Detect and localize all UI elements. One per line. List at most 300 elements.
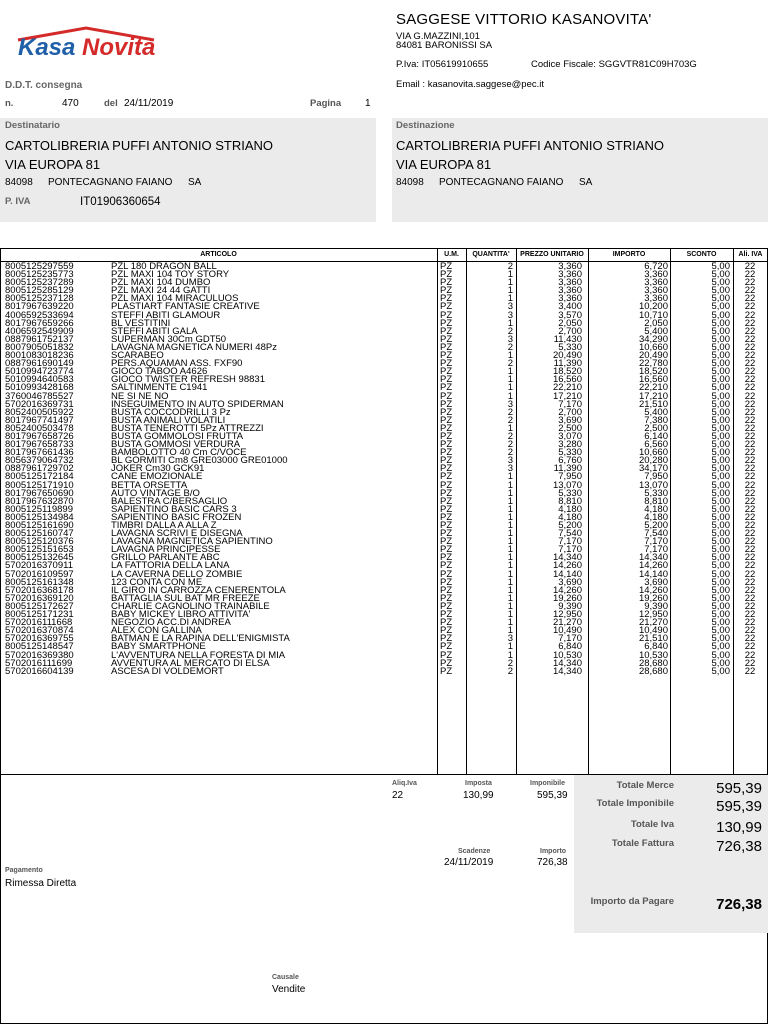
cell-code: 8005125119899 — [5, 503, 73, 515]
recipient-name: CARTOLIBRERIA PUFFI ANTONIO STRIANO — [5, 138, 273, 153]
destination-city: PONTECAGNANO FAIANO — [439, 177, 564, 188]
cell-code: 5702016370911 — [5, 560, 73, 572]
header-price: PREZZO UNITARIO — [516, 248, 588, 262]
cell-um: PZ — [440, 261, 453, 272]
cell-qty: 2 — [507, 406, 513, 418]
cell-code: 8052400505922 — [5, 406, 74, 418]
cell-um: PZ — [440, 617, 453, 629]
cell-discount: 5,00 — [711, 592, 730, 604]
cell-vat: 22 — [744, 584, 756, 596]
cell-amount: 14,340 — [638, 552, 668, 564]
causale-value: Vendite — [272, 984, 306, 995]
cell-price: 5,330 — [558, 341, 582, 353]
cell-price: 10,530 — [552, 649, 582, 661]
cell-um: PZ — [440, 528, 453, 540]
cell-vat: 22 — [744, 487, 756, 499]
cell-amount: 10,490 — [638, 625, 668, 637]
cell-discount: 5,00 — [711, 447, 730, 459]
cell-discount: 5,00 — [711, 301, 730, 313]
cell-price: 3,070 — [558, 430, 582, 442]
cell-price: 3,360 — [558, 269, 582, 281]
document-title: D.D.T. consegna — [5, 80, 83, 91]
cell-amount: 34,290 — [638, 333, 668, 345]
recipient-zip: 84098 — [5, 177, 33, 188]
cell-discount: 5,00 — [711, 293, 730, 305]
cell-discount: 5,00 — [711, 649, 730, 661]
cell-qty: 1 — [507, 600, 513, 612]
cell-discount: 5,00 — [711, 422, 730, 434]
cell-vat: 22 — [744, 374, 756, 386]
cell-code: 8005125237289 — [5, 277, 74, 289]
cell-discount: 5,00 — [711, 317, 730, 329]
cell-price: 13,070 — [552, 479, 582, 491]
cell-um: PZ — [440, 552, 453, 564]
cell-code: 8017967639220 — [5, 301, 74, 313]
cell-vat: 22 — [744, 609, 756, 621]
recipient-prov: SA — [188, 177, 202, 188]
cell-discount: 5,00 — [711, 358, 730, 370]
aliq-label: Aliq.Iva — [392, 780, 417, 787]
cell-code: 8005125171231 — [5, 609, 74, 621]
scadenze-value: 24/11/2019 — [444, 857, 494, 868]
cell-amount: 7,380 — [644, 414, 668, 426]
cell-code: 5702016370874 — [5, 625, 74, 637]
header-qty: QUANTITA' — [466, 248, 516, 262]
cell-amount: 5,400 — [644, 406, 668, 418]
cell-um: PZ — [440, 592, 453, 604]
cell-amount: 3,360 — [644, 277, 668, 289]
cell-discount: 5,00 — [711, 463, 730, 475]
cell-qty: 1 — [507, 374, 513, 386]
company-city: 84081 BARONISSI SA — [396, 40, 493, 51]
cell-qty: 1 — [507, 544, 513, 556]
cell-amount: 8,810 — [644, 495, 668, 507]
cell-qty: 3 — [507, 398, 513, 410]
imposta-label: Imposta — [465, 780, 492, 787]
cell-discount: 5,00 — [711, 414, 730, 426]
cell-code: 4006592533694 — [5, 309, 74, 321]
cell-qty: 1 — [507, 617, 513, 629]
cell-price: 4,180 — [558, 503, 582, 515]
cell-amount: 17,210 — [638, 390, 668, 402]
cell-qty: 1 — [507, 390, 513, 402]
importo-label: Importo — [540, 848, 567, 855]
cell-amount: 21,510 — [638, 398, 668, 410]
cell-amount: 10,710 — [638, 309, 668, 321]
cell-um: PZ — [440, 317, 453, 329]
company-name: SAGGESE VITTORIO KASANOVITA' — [396, 11, 652, 28]
cell-um: PZ — [440, 641, 453, 653]
cell-vat: 22 — [744, 439, 756, 451]
cell-qty: 3 — [507, 301, 513, 313]
totale-merce-value: 595,39 — [716, 780, 762, 797]
cell-price: 6,760 — [558, 455, 582, 467]
company-email[interactable]: kasanovita.saggese@pec.it — [427, 79, 545, 90]
cell-code: 8005125235773 — [5, 269, 74, 281]
cell-description: BUSTA COCCODRILLI 3 Pz — [111, 406, 231, 418]
cell-qty: 1 — [507, 592, 513, 604]
cell-discount: 5,00 — [711, 366, 730, 378]
cell-qty: 2 — [507, 665, 513, 677]
cell-qty: 1 — [507, 520, 513, 531]
cell-qty: 1 — [507, 317, 513, 329]
cell-vat: 22 — [744, 560, 756, 572]
cell-description: ASCESA DI VOLDEMORT — [111, 665, 224, 677]
cell-price: 22,210 — [552, 382, 582, 394]
cell-code: 8005125120376 — [5, 536, 74, 548]
destination-name: CARTOLIBRERIA PUFFI ANTONIO STRIANO — [396, 138, 664, 153]
cell-price: 5,330 — [558, 447, 582, 459]
cell-vat: 22 — [744, 382, 756, 394]
cell-vat: 22 — [744, 350, 756, 362]
cell-um: PZ — [440, 382, 453, 394]
totale-imponibile-label: Totale Imponibile — [596, 798, 674, 809]
cell-vat: 22 — [744, 633, 756, 645]
cell-code: 8005125285129 — [5, 285, 74, 297]
cell-um: PZ — [440, 447, 453, 459]
payment-value: Rimessa Diretta — [5, 878, 77, 889]
aliq-value: 22 — [392, 790, 404, 801]
table-row — [0, 665, 768, 677]
cell-code: 8005125172184 — [5, 471, 74, 483]
cell-discount: 5,00 — [711, 544, 730, 556]
cell-price: 4,180 — [558, 511, 582, 523]
header-vat: Ali. IVA — [733, 248, 768, 262]
table-body — [0, 263, 768, 676]
cell-qty: 1 — [507, 568, 513, 580]
cell-discount: 5,00 — [711, 576, 730, 588]
company-email-label: Email : — [396, 79, 426, 90]
cell-discount: 5,00 — [711, 503, 730, 515]
cell-code: 8001083018236 — [5, 350, 74, 362]
cell-price: 3,280 — [558, 439, 582, 451]
cell-description: LAVAGNA MAGNETICA NUMERI 48Pz — [111, 341, 277, 353]
cell-description: CHARLIE CAGNOLINO TRAINABILE — [111, 600, 270, 612]
cell-qty: 2 — [507, 657, 513, 669]
cell-discount: 5,00 — [711, 325, 730, 337]
cell-price: 2,700 — [558, 325, 582, 337]
totale-imponibile-value: 595,39 — [716, 798, 762, 815]
cell-description: BAMBOLOTTO 40 Cm C/VOCE — [111, 447, 247, 459]
cell-amount: 13,070 — [638, 479, 668, 491]
cell-description: BETTA ORSETTA — [111, 479, 188, 491]
cell-description: NE SI NE NO — [111, 390, 169, 402]
cell-vat: 22 — [744, 261, 756, 272]
cell-um: PZ — [440, 511, 453, 523]
cell-um: PZ — [440, 366, 453, 378]
cell-price: 5,200 — [558, 520, 582, 531]
cell-um: PZ — [440, 325, 453, 337]
cell-price: 18,520 — [552, 366, 582, 378]
cell-discount: 5,00 — [711, 269, 730, 281]
cell-discount: 5,00 — [711, 390, 730, 402]
cell-vat: 22 — [744, 520, 756, 531]
company-cf-row — [531, 60, 697, 70]
cell-price: 2,050 — [558, 317, 582, 329]
cell-amount: 18,520 — [638, 366, 668, 378]
company-logo — [16, 26, 156, 66]
totale-iva-label: Totale Iva — [630, 819, 674, 830]
cell-um: PZ — [440, 560, 453, 572]
cell-discount: 5,00 — [711, 617, 730, 629]
cell-qty: 1 — [507, 528, 513, 540]
recipient-piva-label: P. IVA — [5, 196, 31, 207]
cell-description: STEFFI ABITI GALA — [111, 325, 198, 337]
cell-price: 20,490 — [552, 350, 582, 362]
cell-um: PZ — [440, 609, 453, 621]
cell-price: 3,360 — [558, 277, 582, 289]
imponibile-label: Imponibile — [530, 780, 565, 787]
cell-um: PZ — [440, 406, 453, 418]
cell-description: PZL MAXI 104 TOY STORY — [111, 269, 230, 281]
cell-qty: 3 — [507, 333, 513, 345]
importo-value: 726,38 — [537, 857, 568, 868]
cell-amount: 20,490 — [638, 350, 668, 362]
cell-qty: 1 — [507, 366, 513, 378]
cell-amount: 34,170 — [638, 463, 668, 475]
cell-description: BUSTA GOMMOSI VERDURA — [111, 439, 241, 451]
cell-vat: 22 — [744, 544, 756, 556]
cell-vat: 22 — [744, 414, 756, 426]
cell-discount: 5,00 — [711, 641, 730, 653]
cell-discount: 5,00 — [711, 633, 730, 645]
cell-discount: 5,00 — [711, 471, 730, 483]
cell-discount: 5,00 — [711, 600, 730, 612]
cell-description: PZL MAXI 104 MIRACULUOS — [111, 293, 239, 305]
cell-discount: 5,00 — [711, 430, 730, 442]
cell-um: PZ — [440, 390, 453, 402]
cell-um: PZ — [440, 455, 453, 467]
cell-vat: 22 — [744, 285, 756, 297]
cell-description: TIMBRI DALLA A ALLA Z — [111, 520, 217, 531]
company-piva: IT05619910655 — [421, 59, 489, 70]
cell-um: PZ — [440, 625, 453, 637]
cell-description: PERS.AQUAMAN ASS. FXF90 — [111, 358, 243, 370]
cell-price: 7,170 — [558, 544, 582, 556]
cell-code: 8056379064732 — [5, 455, 74, 467]
cell-vat: 22 — [744, 293, 756, 305]
cell-discount: 5,00 — [711, 552, 730, 564]
cell-price: 14,340 — [552, 552, 582, 564]
cell-price: 2,500 — [558, 422, 582, 434]
company-piva-label: P.Iva: — [396, 59, 420, 70]
cell-um: PZ — [440, 487, 453, 499]
cell-amount: 3,360 — [644, 285, 668, 297]
cell-discount: 5,00 — [711, 350, 730, 362]
cell-um: PZ — [440, 576, 453, 588]
cell-vat: 22 — [744, 649, 756, 661]
importo-da-pagare-label: Importo da Pagare — [590, 896, 674, 907]
cell-code: 8017967658733 — [5, 439, 74, 451]
cell-qty: 1 — [507, 471, 513, 483]
recipient-city: PONTECAGNANO FAIANO — [48, 177, 173, 188]
logo-text-kasa: Kasa — [18, 34, 76, 61]
cell-discount: 5,00 — [711, 511, 730, 523]
cell-amount: 5,330 — [644, 487, 668, 499]
cell-price: 12,950 — [552, 609, 582, 621]
recipient-piva: IT01906360654 — [80, 196, 161, 208]
payment-label: Pagamento — [5, 867, 43, 874]
cell-um: PZ — [440, 301, 453, 313]
cell-qty: 1 — [507, 350, 513, 362]
cell-code: 8005125161690 — [5, 520, 74, 531]
cell-um: PZ — [440, 430, 453, 442]
cell-vat: 22 — [744, 390, 756, 402]
cell-price: 11,390 — [553, 358, 582, 370]
cell-code: 8017967659266 — [5, 317, 74, 329]
cell-code: 8005125161348 — [5, 576, 74, 588]
cell-description: L'AVVENTURA NELLA FORESTA DI MIA — [111, 649, 286, 661]
cell-amount: 10,660 — [638, 341, 668, 353]
cell-amount: 12,950 — [638, 609, 668, 621]
cell-description: BATTAGLIA SUL BAT MR FREEZE — [111, 592, 260, 604]
cell-code: 0887961690149 — [5, 358, 74, 370]
cell-description: LAVAGNA PRINCIPESSE — [111, 544, 221, 556]
cell-code: 8017967650690 — [5, 487, 74, 499]
cell-price: 11,430 — [553, 333, 582, 345]
cell-vat: 22 — [744, 358, 756, 370]
cell-discount: 5,00 — [711, 382, 730, 394]
cell-price: 7,170 — [558, 536, 582, 548]
cell-vat: 22 — [744, 455, 756, 467]
cell-price: 7,540 — [558, 528, 582, 540]
imposta-value: 130,99 — [463, 790, 494, 801]
header-amount: IMPORTO — [588, 248, 670, 262]
cell-discount: 5,00 — [711, 520, 730, 531]
cell-vat: 22 — [744, 665, 756, 677]
cell-price: 14,140 — [552, 568, 582, 580]
cell-discount: 5,00 — [711, 528, 730, 540]
cell-description: BL VESTITINI — [111, 317, 171, 329]
cell-code: 8007905051832 — [5, 341, 74, 353]
cell-um: PZ — [440, 463, 453, 475]
cell-code: 5702016369380 — [5, 649, 74, 661]
cell-price: 3,360 — [558, 261, 582, 272]
totale-fattura-label: Totale Fattura — [611, 838, 674, 849]
cell-price: 2,700 — [558, 406, 582, 418]
cell-amount: 28,680 — [638, 657, 668, 669]
cell-qty: 2 — [507, 325, 513, 337]
cell-qty: 1 — [507, 625, 513, 637]
cell-amount: 10,200 — [638, 301, 668, 313]
cell-price: 10,490 — [552, 625, 582, 637]
cell-code: 8052400503478 — [5, 422, 74, 434]
cell-price: 3,360 — [558, 285, 582, 297]
cell-discount: 5,00 — [711, 609, 730, 621]
cell-discount: 5,00 — [711, 439, 730, 451]
cell-discount: 5,00 — [711, 665, 730, 677]
cell-qty: 1 — [507, 503, 513, 515]
cell-qty: 1 — [507, 422, 513, 434]
cell-um: PZ — [440, 544, 453, 556]
cell-code: 5702016109597 — [5, 568, 74, 580]
cell-vat: 22 — [744, 552, 756, 564]
cell-price: 3,690 — [558, 576, 582, 588]
cell-amount: 19,260 — [638, 592, 668, 604]
cell-price: 16,560 — [552, 374, 582, 386]
cell-qty: 1 — [507, 536, 513, 548]
cell-vat: 22 — [744, 317, 756, 329]
cell-description: LA CAVERNA DELLO ZOMBIE — [111, 568, 243, 580]
cell-code: 5702016369731 — [5, 398, 74, 410]
cell-code: 8017967632870 — [5, 495, 74, 507]
cell-vat: 22 — [744, 617, 756, 629]
cell-qty: 2 — [507, 430, 513, 442]
cell-price: 8,810 — [558, 495, 582, 507]
cell-price: 14,260 — [552, 584, 582, 596]
cell-amount: 3,360 — [644, 293, 668, 305]
cell-um: PZ — [440, 520, 453, 531]
cell-vat: 22 — [744, 309, 756, 321]
cell-price: 19,260 — [552, 592, 582, 604]
cell-code: 5702016368178 — [5, 584, 74, 596]
cell-vat: 22 — [744, 269, 756, 281]
cell-code: 5010994723774 — [5, 366, 74, 378]
cell-code: 4006592549909 — [5, 325, 74, 337]
cell-description: BABY SMARTPHONE — [111, 641, 206, 653]
cell-um: PZ — [440, 422, 453, 434]
cell-um: PZ — [440, 309, 453, 321]
cell-qty: 1 — [507, 487, 513, 499]
totale-iva-value: 130,99 — [716, 819, 762, 836]
cell-um: PZ — [440, 269, 453, 281]
cell-discount: 5,00 — [711, 487, 730, 499]
cell-price: 3,570 — [558, 309, 582, 321]
cell-description: BALESTRA C/BERSAGLIO — [111, 495, 228, 507]
cell-discount: 5,00 — [711, 584, 730, 596]
cell-um: PZ — [440, 536, 453, 548]
cell-vat: 22 — [744, 366, 756, 378]
totale-merce-label: Totale Merce — [616, 780, 674, 791]
cell-discount: 5,00 — [711, 657, 730, 669]
cell-code: 8005125172627 — [5, 600, 74, 612]
cell-code: 5702016369755 — [5, 633, 74, 645]
cell-code: 5702016369120 — [5, 592, 74, 604]
cell-description: BUSTA GOMMOLOSI FRUTTA — [111, 430, 244, 442]
cell-code: 8005125134984 — [5, 511, 74, 523]
cell-vat: 22 — [744, 422, 756, 434]
cell-description: SUPERMAN 30Cm GDT50 — [111, 333, 227, 345]
cell-code: 8017967741497 — [5, 414, 74, 426]
cell-code: 8005125132645 — [5, 552, 74, 564]
cell-qty: 1 — [507, 285, 513, 297]
cell-qty: 1 — [507, 641, 513, 653]
cell-code: 8017967658726 — [5, 430, 74, 442]
cell-vat: 22 — [744, 479, 756, 491]
cell-description: IL GIRO IN CARROZZA CENERENTOLA — [111, 584, 286, 596]
cell-amount: 2,050 — [644, 317, 668, 329]
cell-description: SALTINMENTE C1941 — [111, 382, 208, 394]
cell-qty: 1 — [507, 609, 513, 621]
cell-code: 8005125148547 — [5, 641, 74, 653]
cell-price: 17,210 — [552, 390, 582, 402]
cell-amount: 6,140 — [644, 430, 668, 442]
imponibile-value: 595,39 — [537, 790, 568, 801]
cell-qty: 2 — [507, 358, 513, 370]
cell-amount: 6,720 — [644, 261, 668, 272]
cell-um: PZ — [440, 398, 453, 410]
causale-label: Causale — [272, 974, 299, 981]
cell-description: STEFFI ABITI GLAMOUR — [111, 309, 221, 321]
cell-discount: 5,00 — [711, 398, 730, 410]
cell-amount: 20,280 — [638, 455, 668, 467]
cell-amount: 9,390 — [644, 600, 668, 612]
cell-price: 14,340 — [552, 657, 582, 669]
cell-um: PZ — [440, 439, 453, 451]
cell-vat: 22 — [744, 301, 756, 313]
cell-qty: 1 — [507, 511, 513, 523]
logo-text-novita: Novità — [82, 34, 156, 61]
